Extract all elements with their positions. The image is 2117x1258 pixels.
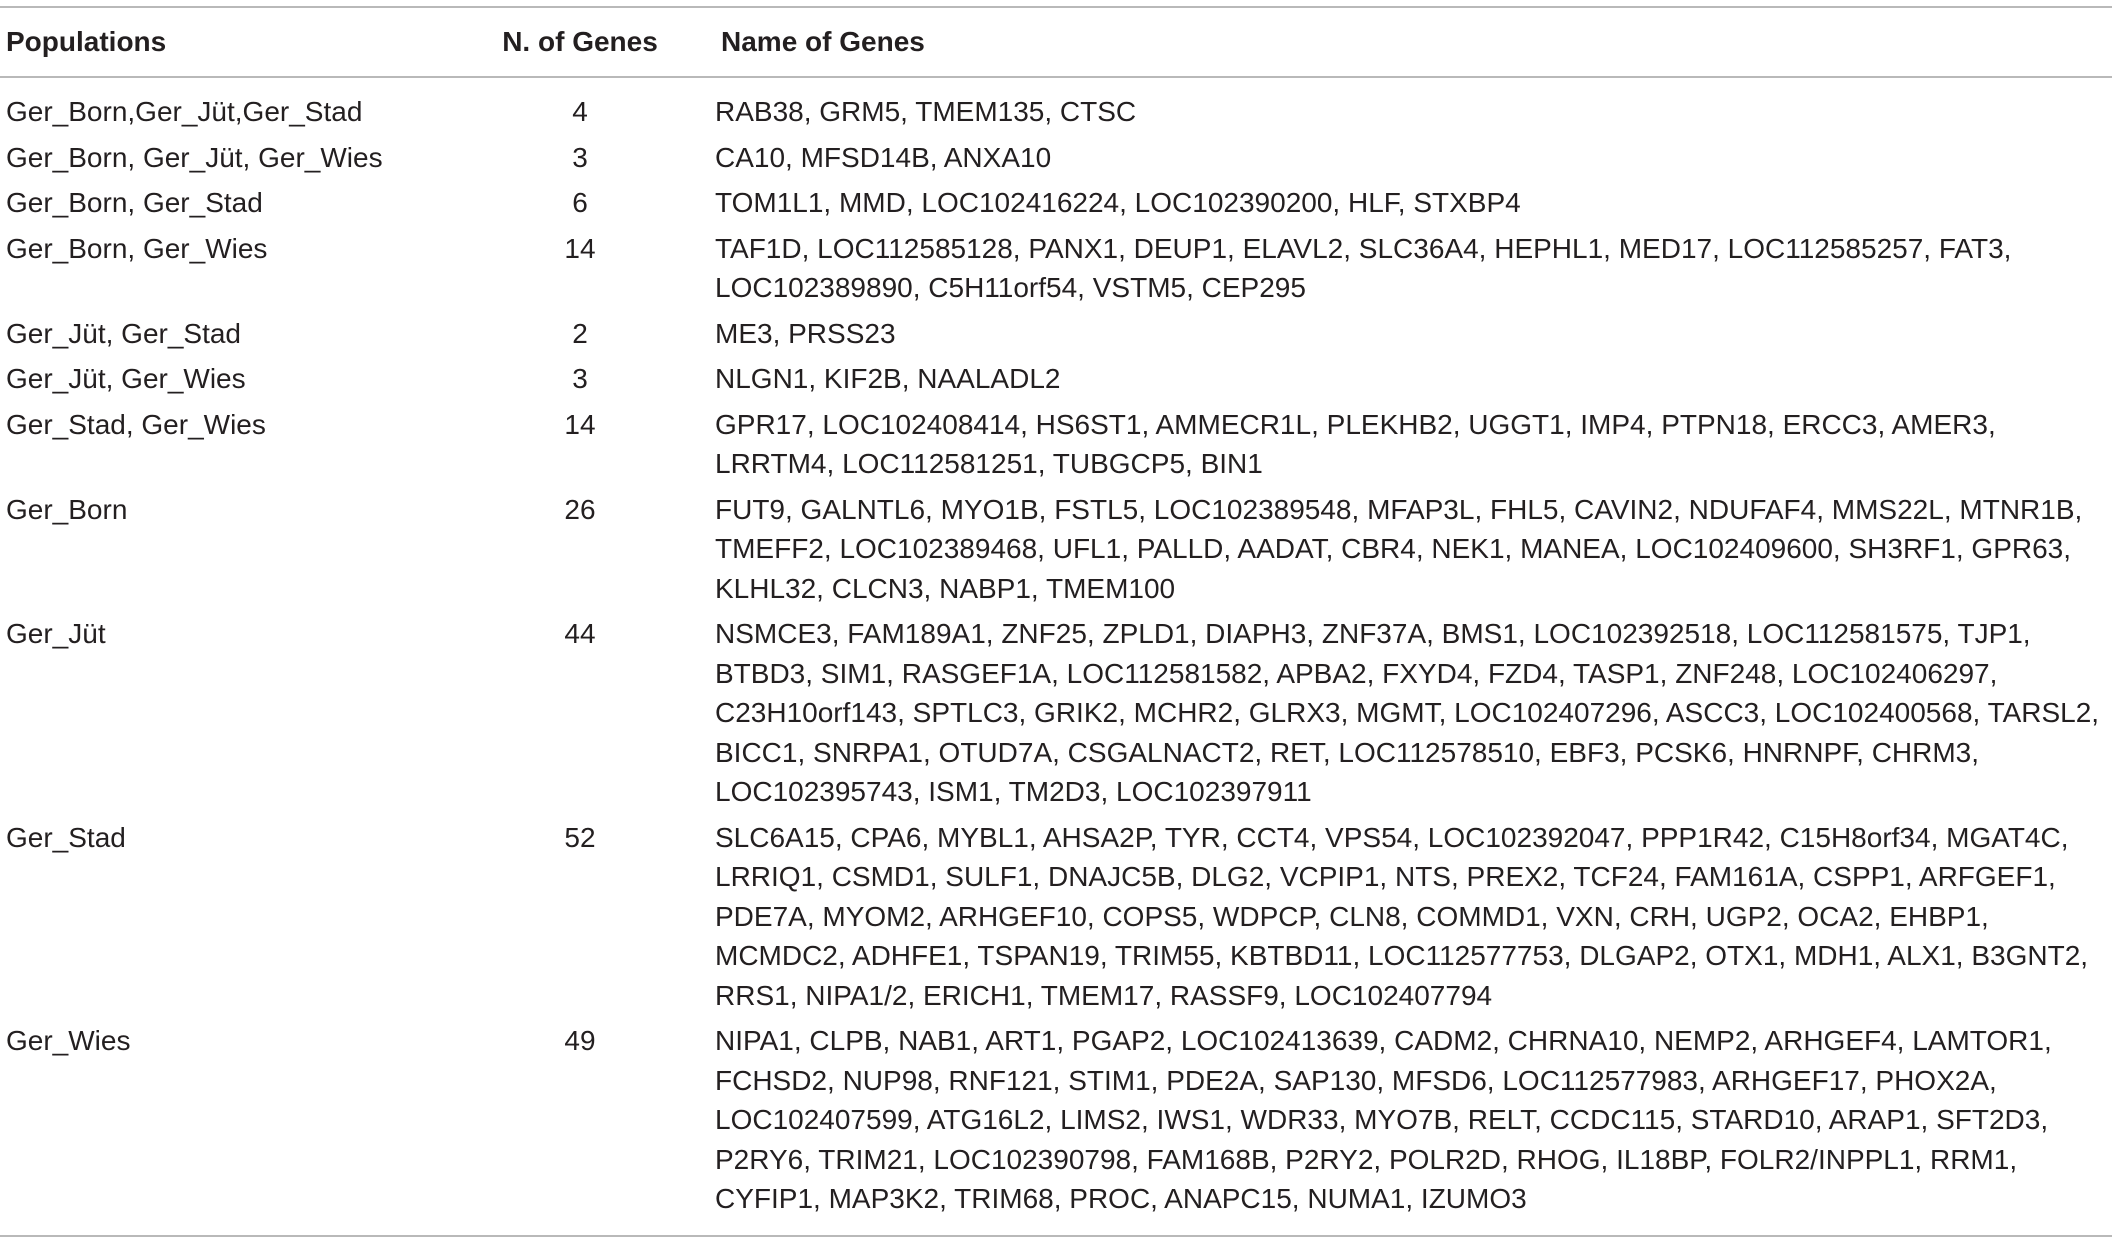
header-populations: Populations [6,26,167,57]
gene-table [0,6,2112,1237]
gene-count-cell: 3 [572,363,588,394]
table-row [0,353,2112,399]
table-row [0,812,2112,1016]
header-row [0,7,2112,77]
population-cell: Ger_Jüt, Ger_Wies [6,363,246,394]
population-cell: Ger_Born, Ger_Jüt, Ger_Wies [6,141,383,173]
table-body [0,77,2112,1236]
table-row [0,484,2112,609]
gene-names-cell: TOM1L1, MMD, LOC102416224, LOC102390200, HLF, STXBP4 [715,187,1521,218]
table-row [0,308,2112,354]
table-row [0,399,2112,484]
population-cell: Ger_Born, Ger_Stad [6,187,263,218]
gene-names-cell: NIPA1, CLPB, NAB1, ART1, PGAP2, LOC102413639, CADM2, CHRNA10, NEMP2, ARHGEF4, LAMTOR1, FCHSD2, NUP98, RNF121, STIM1, PDE2A, SAP130, MFSD6, LOC112577983, ARHGEF17, PHOX2A, LOC102407599, ATG16L2, LIMS2, IWS1, WDR33, MYO7B, RELT, CCDC115, STARD10, ARAP1, SFT2D3, P2RY6, TRIM21, LOC102390798, FAM168B, P2RY2, POLR2D, RHOG, IL18BP, FOLR2/INPPL1, RRM1, CYFIP1, MAP3K2, TRIM68, PROC, ANAPC15, NUMA1, IZUMO3 [715,1025,2052,1214]
population-cell: Ger_Born,Ger_Jüt,Ger_Stad [6,96,363,127]
gene-names-cell: ME3, PRSS23 [715,317,896,349]
table-row [0,132,2112,178]
population-cell: Ger_Born [6,493,128,525]
gene-names-cell: GPR17, LOC102408414, HS6ST1, AMMECR1L, PLEKHB2, UGGT1, IMP4, PTPN18, ERCC3, AMER3, LRRTM4, LOC112581251, TUBGCP5, BIN1 [715,408,1996,479]
header-gene-count: N. of Genes [502,26,658,57]
gene-names-cell: RAB38, GRM5, TMEM135, CTSC [715,96,1137,127]
gene-names-cell: FUT9, GALNTL6, MYO1B, FSTL5, LOC102389548, MFAP3L, FHL5, CAVIN2, NDUFAF4, MMS22L, MTNR1B, TMEFF2, LOC102389468, UFL1, PALLD, AADAT, CBR4, NEK1, MANEA, LOC102409600, SH3RF1, GPR63, KLHL32, CLCN3, NABP1, TMEM100 [715,493,2083,604]
gene-count-cell: 49 [564,1025,596,1056]
gene-count-cell: 26 [564,493,596,525]
table-row [0,608,2112,812]
table-row [0,1015,2112,1236]
gene-count-cell: 2 [572,317,588,349]
gene-names-cell: NSMCE3, FAM189A1, ZNF25, ZPLD1, DIAPH3, ZNF37A, BMS1, LOC102392518, LOC112581575, TJP1, BTBD3, SIM1, RASGEF1A, LOC112581582, APBA2, FXYD4, FZD4, TASP1, ZNF248, LOC102406297, C23H10orf143, SPTLC3, GRIK2, MCHR2, GLRX3, MGMT, LOC102407296, ASCC3, LOC102400568, TARSL2, BICC1, SNRPA1, OTUD7A, CSGALNACT2, RET, LOC112578510, EBF3, PCSK6, HNRNPF, CHRM3, LOC102395743, ISM1, TM2D3, LOC102397911 [715,618,2100,807]
gene-names-cell: NLGN1, KIF2B, NAALADL2 [715,363,1061,394]
gene-count-cell: 4 [572,96,588,127]
population-cell: Ger_Wies [6,1025,131,1056]
gene-count-cell: 3 [572,141,588,173]
population-cell: Ger_Jüt, Ger_Stad [6,317,242,349]
population-cell: Ger_Born, Ger_Wies [6,232,268,264]
table-row [0,177,2112,223]
population-cell: Ger_Stad, Ger_Wies [6,408,266,440]
gene-names-cell: CA10, MFSD14B, ANXA10 [715,141,1052,173]
gene-names-cell: SLC6A15, CPA6, MYBL1, AHSA2P, TYR, CCT4, VPS54, LOC102392047, PPP1R42, C15H8orf34, MGAT4C, LRRIQ1, CSMD1, SULF1, DNAJC5B, DLG2, VCPIP1, NTS, PREX2, TCF24, FAM161A, CSPP1, ARFGEF1, PDE7A, MYOM2, ARHGEF10, COPS5, WDPCP, CLN8, COMMD1, VXN, CRH, UGP2, OCA2, EHBP1, MCMDC2, ADHFE1, TSPAN19, TRIM55, KBTBD11, LOC112577753, DLGAP2, OTX1, MDH1, ALX1, B3GNT2, RRS1, NIPA1/2, ERICH1, TMEM17, RASSF9, LOC102407794 [715,821,2089,1011]
table-row [0,77,2112,132]
gene-count-cell: 6 [572,187,588,218]
gene-names-cell: TAF1D, LOC112585128, PANX1, DEUP1, ELAVL2, SLC36A4, HEPHL1, MED17, LOC112585257, FAT3, LOC102389890, C5H11orf54, VSTM5, CEP295 [715,232,2012,303]
table-row [0,223,2112,308]
gene-count-cell: 14 [564,408,596,440]
population-cell: Ger_Stad [6,821,126,853]
population-cell: Ger_Jüt [6,618,106,649]
gene-count-cell: 14 [564,232,596,264]
gene-count-cell: 44 [564,618,596,649]
gene-count-cell: 52 [564,821,596,853]
table-header [0,7,2112,77]
header-gene-names: Name of Genes [721,26,925,57]
